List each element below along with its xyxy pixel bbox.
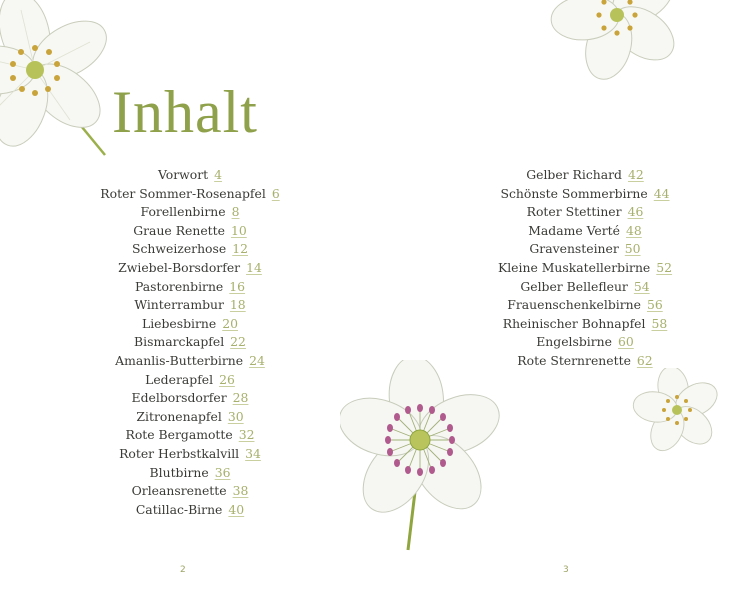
toc-entry-label: Graue Renette: [133, 222, 225, 238]
toc-entry-page[interactable]: 22: [230, 334, 246, 350]
toc-entry[interactable]: [435, 203, 735, 222]
toc-entry-page[interactable]: 60: [617, 334, 634, 350]
toc-entry[interactable]: [435, 240, 735, 259]
blossom-illustration-center-pink: [340, 360, 500, 560]
toc-entry-label: Lederapfel: [145, 371, 214, 387]
toc-entry-label: Vorwort: [157, 167, 209, 182]
toc-entry-label: Roter Stettiner: [526, 204, 622, 220]
toc-entry-label: Rote Bergamotte: [125, 427, 233, 443]
toc-entry[interactable]: [60, 426, 320, 445]
toc-entry[interactable]: [435, 166, 735, 185]
toc-entry-page[interactable]: 42: [628, 167, 644, 182]
toc-entry-label: Roter Sommer-Rosenapfel: [100, 185, 266, 201]
toc-entry[interactable]: [435, 296, 735, 315]
toc-entry-page[interactable]: 30: [227, 408, 244, 424]
toc-entry-page[interactable]: 14: [246, 259, 262, 275]
toc-entry-label: Frauenschenkelbirne: [507, 297, 641, 313]
toc-entry-label: Zitronenapfel: [136, 408, 222, 424]
blossom-illustration-top-left: [0, 0, 130, 170]
toc-entry[interactable]: [60, 482, 320, 501]
toc-entry[interactable]: [60, 501, 320, 520]
toc-entry-page[interactable]: 10: [230, 222, 247, 238]
toc-entry[interactable]: [60, 203, 320, 222]
toc-entry[interactable]: [435, 315, 735, 334]
toc-entry-label: Rheinischer Bohnapfel: [502, 315, 646, 331]
page-number: 2: [180, 565, 186, 575]
toc-entry-label: Zwiebel-Borsdorfer: [118, 259, 241, 275]
toc-entry-page[interactable]: 4: [214, 167, 223, 182]
toc-entry[interactable]: [60, 296, 320, 315]
toc-entry-label: Kleine Muskatellerbirne: [497, 259, 651, 275]
toc-entry-label: Gelber Richard: [526, 167, 622, 182]
toc-entry-label: Blutbirne: [149, 464, 209, 480]
toc-entry[interactable]: [60, 389, 320, 408]
toc-entry[interactable]: [60, 352, 320, 371]
toc-entry[interactable]: [60, 166, 320, 185]
toc-entry-label: Winterrambur: [134, 297, 224, 313]
toc-entry-page[interactable]: 38: [232, 483, 249, 499]
toc-entry[interactable]: [60, 278, 320, 297]
toc-entry-page[interactable]: 20: [222, 315, 239, 331]
toc-entry-page[interactable]: 36: [214, 464, 231, 480]
toc-entry-label: Madame Verté: [528, 222, 620, 238]
toc-entry[interactable]: [60, 240, 320, 259]
toc-entry-page[interactable]: 28: [232, 390, 249, 406]
toc-entry-label: Bismarckapfel: [134, 334, 225, 350]
toc-entry[interactable]: [60, 408, 320, 427]
toc-entry-label: Schönste Sommerbirne: [500, 185, 648, 201]
toc-entry[interactable]: [435, 185, 735, 204]
toc-entry[interactable]: [435, 259, 735, 278]
toc-entry-page[interactable]: 58: [651, 315, 668, 331]
toc-entry-page[interactable]: 44: [653, 185, 670, 201]
toc-entry-label: Orleansrenette: [131, 483, 227, 499]
toc-entry-label: Gelber Bellefleur: [520, 278, 628, 294]
toc-entry[interactable]: [60, 315, 320, 334]
toc-entry[interactable]: [60, 222, 320, 241]
toc-entry[interactable]: [60, 185, 320, 204]
right-page: [377, 0, 754, 600]
toc-entry-page[interactable]: 46: [627, 204, 644, 220]
toc-entry-label: Amanlis-Butterbirne: [115, 352, 244, 368]
toc-entry-page[interactable]: 32: [238, 427, 255, 443]
toc-entry[interactable]: [60, 445, 320, 464]
page-title: Inhalt: [112, 79, 258, 145]
toc-entry[interactable]: [60, 333, 320, 352]
blossom-illustration-small-right: [629, 368, 725, 452]
toc-entry-page[interactable]: 40: [228, 501, 245, 517]
toc-entry-label: Schweizerhose: [131, 241, 227, 257]
toc-entry-page[interactable]: 6: [271, 185, 280, 201]
toc-entry-label: Edelborsdorfer: [131, 390, 227, 406]
toc-entry-page[interactable]: 52: [656, 259, 673, 275]
toc-entry-label: Gravensteiner: [529, 241, 619, 257]
toc-entry-page[interactable]: 48: [626, 222, 642, 238]
toc-entry-label: Pastorenbirne: [134, 278, 224, 294]
toc-entry-label: Roter Herbstkalvill: [119, 445, 240, 461]
toc-entry[interactable]: [435, 278, 735, 297]
toc-entry-page[interactable]: 62: [636, 352, 653, 368]
toc-entry-page[interactable]: 16: [229, 278, 246, 294]
toc-entry-page[interactable]: 24: [249, 352, 265, 368]
toc-entry[interactable]: [60, 464, 320, 483]
toc-entry[interactable]: [435, 333, 735, 352]
toc-entry-page[interactable]: 26: [219, 371, 235, 387]
toc-entry[interactable]: [60, 259, 320, 278]
toc-entry-page[interactable]: 8: [231, 204, 240, 220]
table-of-contents-left: [60, 166, 320, 519]
toc-entry[interactable]: [60, 371, 320, 390]
toc-entry-page[interactable]: 34: [245, 445, 261, 461]
table-of-contents-right: [435, 166, 735, 371]
toc-entry-label: Forellenbirne: [140, 204, 226, 220]
toc-entry[interactable]: [435, 222, 735, 241]
blossom-illustration-top-right: [527, 0, 697, 90]
toc-entry-page[interactable]: 50: [624, 241, 641, 257]
page-number: 3: [563, 565, 569, 575]
toc-entry-page[interactable]: 56: [646, 297, 663, 313]
toc-entry-label: Engelsbirne: [536, 334, 612, 350]
toc-entry-page[interactable]: 12: [232, 241, 248, 257]
toc-entry-label: Liebesbirne: [141, 315, 217, 331]
toc-entry-page[interactable]: 54: [633, 278, 650, 294]
toc-entry-label: Catillac-Birne: [135, 501, 223, 517]
toc-entry-label: Rote Sternrenette: [517, 352, 631, 368]
toc-entry-page[interactable]: 18: [229, 297, 246, 313]
